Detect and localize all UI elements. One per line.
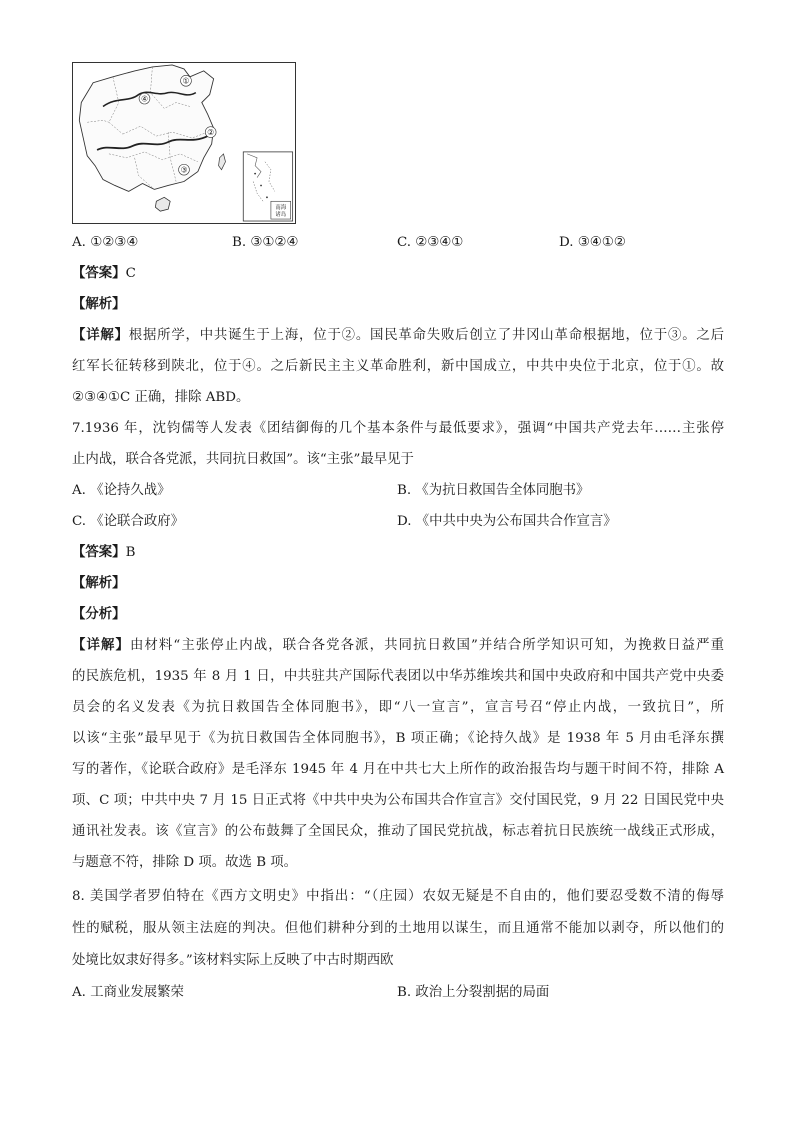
q7-detail-line-2: 的民族危机，1935 年 8 月 1 日，中共驻共产国际代表团以中华苏维埃共和国中央政府和中国共产党中央委 xyxy=(72,669,724,684)
q6-option-d[interactable]: D. ③④①② xyxy=(559,235,626,250)
label-marker-1: ① xyxy=(182,76,190,86)
q8-stem-line-2: 性的赋税，服从领主法庭的判决。但他们耕种分到的土地用以谋生，而且通常不能加以剥夺，所以他们的 xyxy=(72,921,724,936)
q8-stem-line-1: 8. 美国学者罗伯特在《西方文明史》中指出：“（庄园）农奴无疑是不自由的，他们要忍受数不清的侮辱 xyxy=(72,889,724,904)
marker-2 xyxy=(205,127,216,138)
label-marker-2: ② xyxy=(207,128,215,138)
q6-option-c[interactable]: C. ②③④① xyxy=(397,235,464,250)
q6-detail-line-3: ②③④①C 正确，排除 ABD。 xyxy=(72,390,250,405)
q8-option-b[interactable]: B. 政治上分裂割据的局面 xyxy=(397,985,550,1000)
q7-analysis-heading: 【解析】 xyxy=(72,576,126,591)
q6-analysis-heading: 【解析】 xyxy=(72,297,126,312)
q6-detail-line-2: 红军长征转移到陕北，位于④。之后新民主主义革命胜利，新中国成立，中共中央位于北京，位于①。故 xyxy=(72,359,724,374)
q7-detail-line-8: 与题意不符，排除 D 项。故选 B 项。 xyxy=(72,855,298,870)
q7-option-d[interactable]: D. 《中共中央为公布国共合作宣言》 xyxy=(397,514,617,529)
inset-label-line2: 诸岛 xyxy=(275,212,287,219)
q7-option-c[interactable]: C. 《论联合政府》 xyxy=(72,514,185,529)
china-map-svg xyxy=(73,63,295,223)
q7-detail-line-1: 【详解】由材料“主张停止内战，联合各党各派，共同抗日救国”并结合所学知识可知，为挽救日益严重 xyxy=(72,638,724,653)
q6-option-a[interactable]: A. ①②③④ xyxy=(72,235,139,250)
q7-analysis-sub-heading: 【分析】 xyxy=(72,607,126,622)
label-marker-4: ④ xyxy=(140,94,149,104)
q7-detail-line-6: 项、C 项；中共中央 7 月 15 日正式将《中共中央为公布国共合作宣言》交付国民党，9 月 22 日国民党中央 xyxy=(72,793,724,808)
q6-option-b[interactable]: B. ③①②④ xyxy=(232,235,299,250)
q8-option-a[interactable]: A. 工商业发展繁荣 xyxy=(72,985,184,1000)
mainland-outline xyxy=(79,65,213,191)
marker-4 xyxy=(139,93,150,104)
q6-answer: 【答案】C xyxy=(72,266,136,281)
hainan-island xyxy=(155,197,170,211)
q8-stem-line-3: 处境比奴隶好得多。”该材料实际上反映了中古时期西欧 xyxy=(72,953,394,968)
china-map-figure xyxy=(72,62,296,224)
q7-stem-line-1: 7.1936 年，沈钧儒等人发表《团结御侮的几个基本条件与最低要求》，强调“中国共产党去年……主张停 xyxy=(72,421,724,436)
q7-answer: 【答案】B xyxy=(72,545,136,560)
label-marker-3: ③ xyxy=(180,165,188,175)
q7-detail-line-4: 以该“主张”最早见于《为抗日救国告全体同胞书》，B 项正确；《论持久战》是 1938 年 5 月由毛泽东撰 xyxy=(72,731,724,746)
q7-stem-line-2: 止内战，联合各党派，共同抗日救国”。该“主张”最早见于 xyxy=(72,452,414,467)
inset-label-line1: 南海 xyxy=(275,205,287,212)
q7-detail-line-7: 通讯社发表。该《宣言》的公布鼓舞了全国民众，推动了国民党抗战，标志着抗日民族统一战线正式形成， xyxy=(72,824,724,839)
south-china-sea-inset xyxy=(243,152,292,221)
q7-detail-line-3: 员会的名义发表《为抗日救国告全体同胞书》，即“八一宣言”，宣言号召“停止内战，一致抗日”，所 xyxy=(72,700,724,715)
q7-detail-line-5: 写的著作，《论联合政府》是毛泽东 1945 年 4 月在中共七大上所作的政治报告均与题干时间不符，排除 A xyxy=(72,762,724,777)
marker-3 xyxy=(179,164,190,175)
q7-option-b[interactable]: B. 《为抗日救国告全体同胞书》 xyxy=(397,483,590,498)
q6-detail-line-1: 【详解】根据所学，中共诞生于上海，位于②。国民革命失败后创立了井冈山革命根据地，位于③。之后 xyxy=(72,328,724,343)
q7-option-a[interactable]: A. 《论持久战》 xyxy=(72,483,171,498)
marker-1 xyxy=(181,75,192,86)
